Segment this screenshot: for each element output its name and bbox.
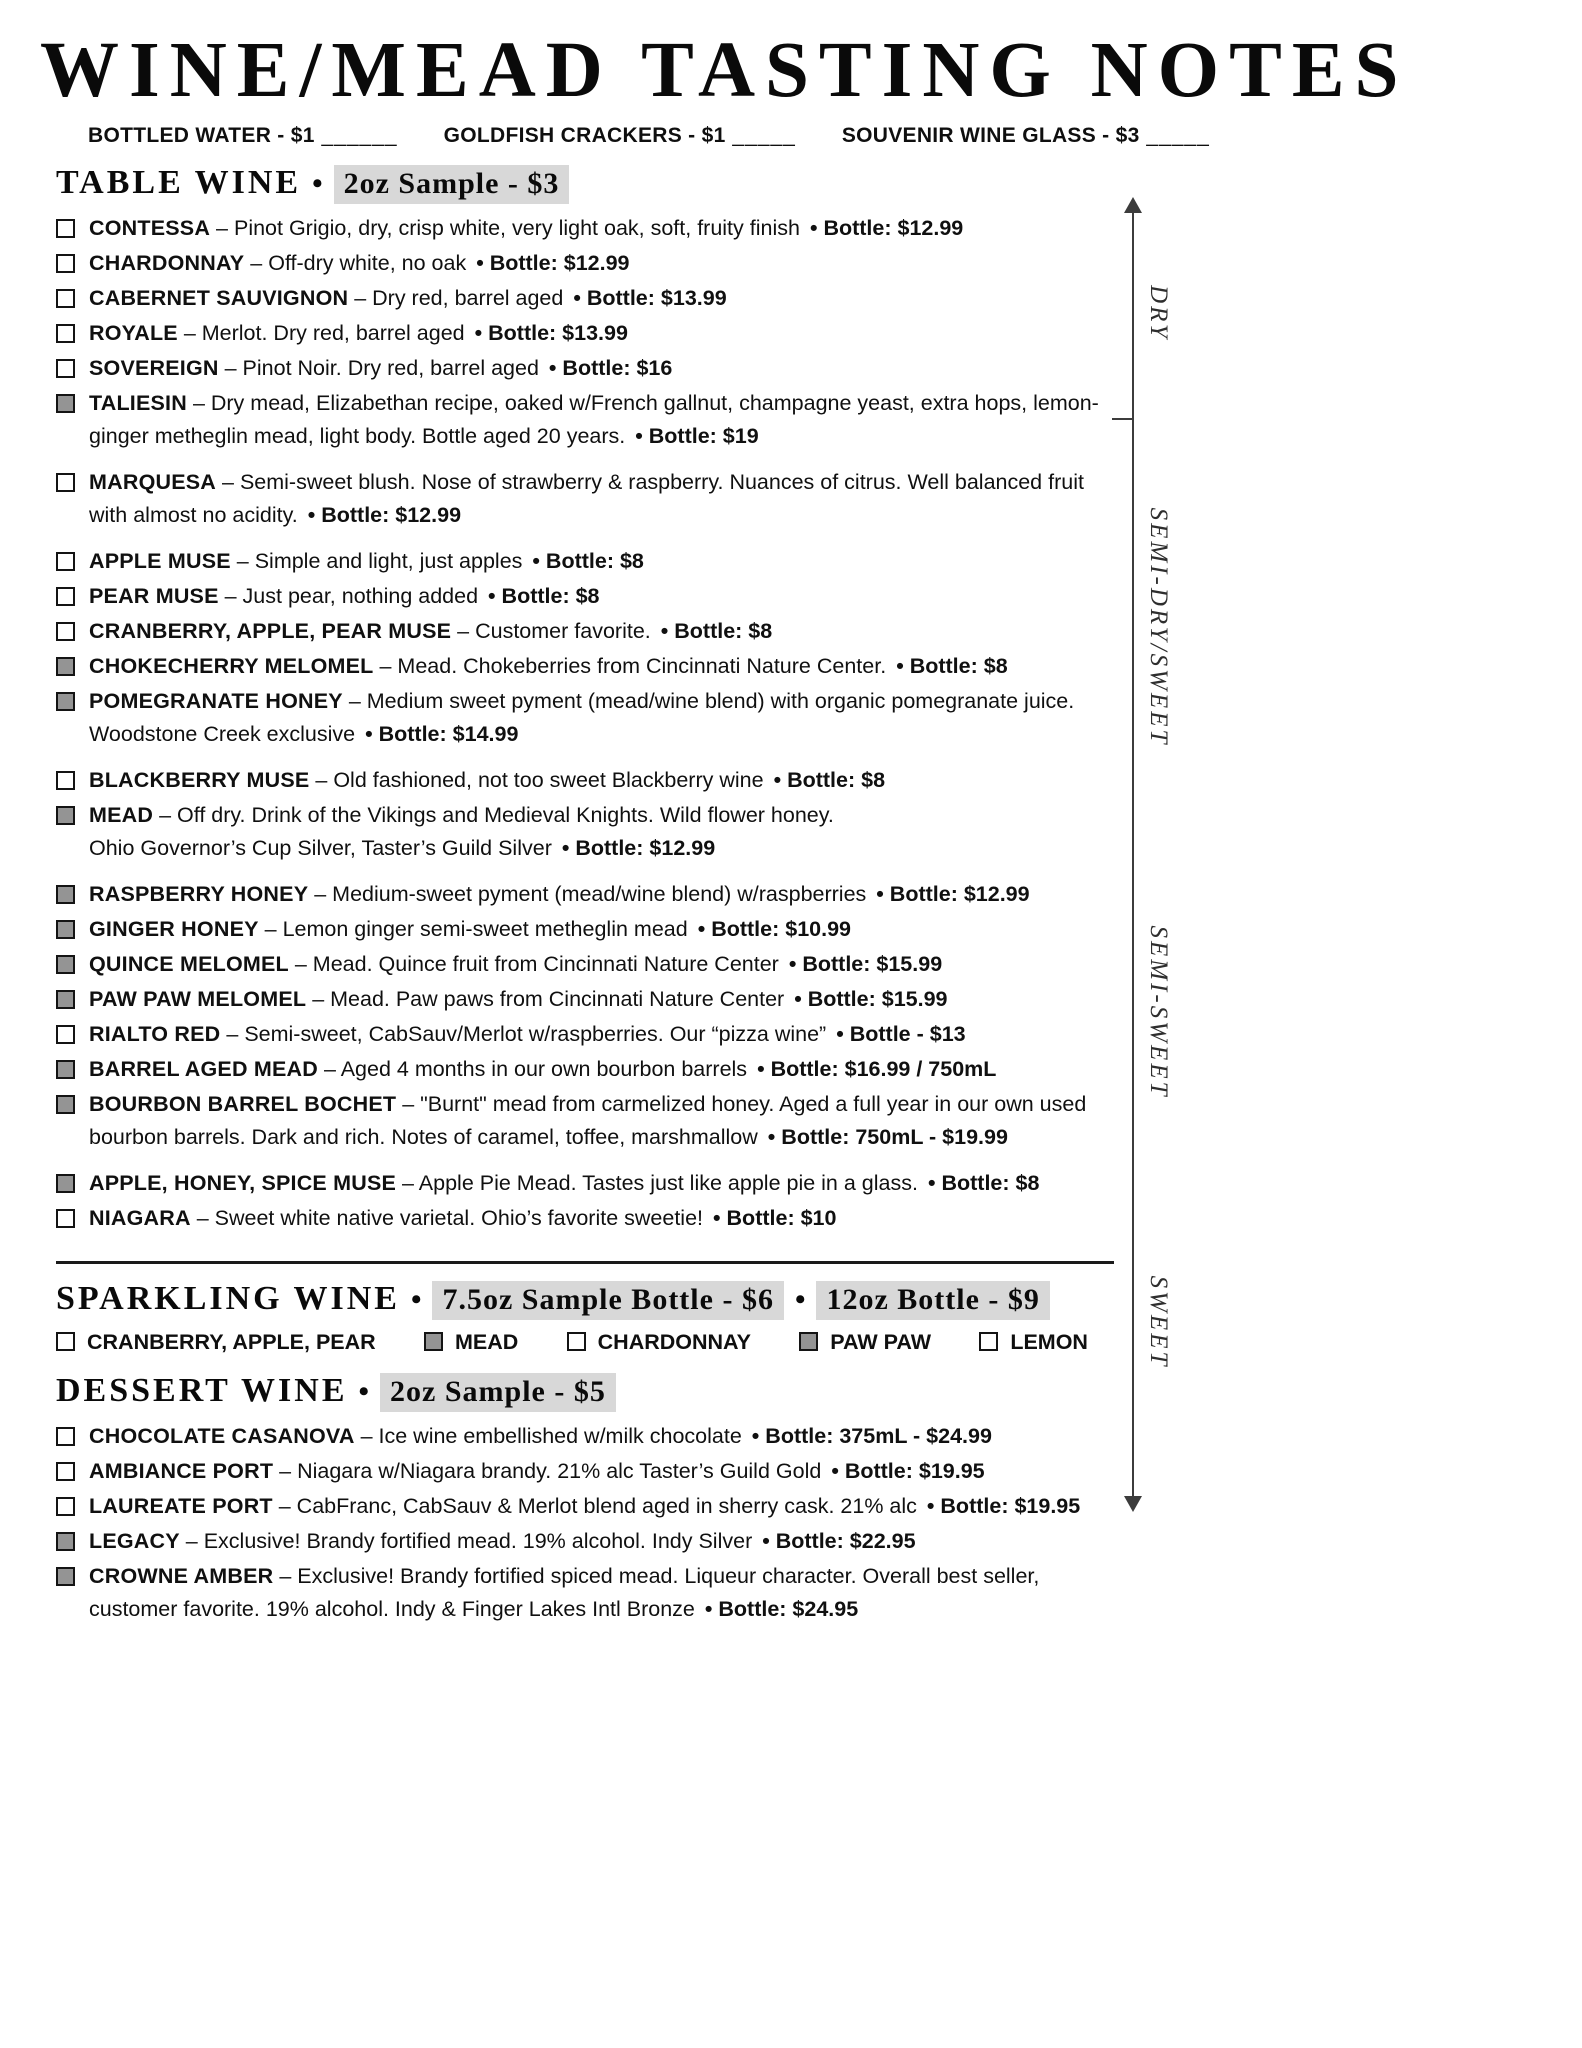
write-in-blank[interactable]: ______ — [314, 124, 398, 147]
item-price: • Bottle: $12.99 — [476, 251, 630, 275]
item-line — [89, 387, 1118, 453]
bullet-separator: • — [410, 1283, 422, 1316]
sparkling-options-row — [56, 1328, 1088, 1356]
extra-label: BOTTLED WATER - $1 — [88, 124, 315, 147]
item-checkbox[interactable] — [56, 692, 75, 711]
item-price: • Bottle: $12.99 — [876, 882, 1030, 906]
item-text — [89, 764, 1118, 797]
section-title: SPARKLING WINE — [56, 1280, 400, 1317]
section-heading-row — [56, 1280, 1118, 1318]
item-description: – Just pear, nothing added — [224, 584, 479, 608]
item-name: MEAD — [89, 803, 154, 827]
option-name: CRANBERRY, APPLE, PEAR — [87, 1330, 376, 1354]
item-price: • Bottle: $24.95 — [704, 1597, 859, 1621]
item-price: • Bottle: $8 — [927, 1171, 1040, 1195]
item-price: • Bottle: $16.99 / 750mL — [757, 1057, 997, 1081]
item-description: – Pinot Grigio, dry, crisp white, very light oak, soft, fruity finish — [216, 216, 800, 240]
item-checkbox[interactable] — [56, 771, 75, 790]
item-checkbox[interactable] — [56, 1462, 75, 1481]
sample-price: 2oz Sample - $3 — [334, 165, 570, 204]
item-line — [89, 1455, 1118, 1488]
item-description: – Ice wine embellished w/milk chocolate — [360, 1424, 742, 1448]
extra-item — [88, 124, 398, 148]
item-line-2 — [89, 718, 1118, 751]
item-price: • Bottle: $8 — [896, 654, 1008, 678]
item-name: GINGER HONEY — [89, 917, 259, 941]
scale-label-sweet: SWEET — [1145, 1275, 1172, 1369]
item-checkbox[interactable] — [56, 1209, 75, 1228]
menu-item — [56, 913, 1118, 946]
item-price: • Bottle: $12.99 — [307, 503, 462, 527]
item-line — [89, 352, 1118, 385]
item-checkbox[interactable] — [56, 552, 75, 571]
menu-item — [56, 1420, 1118, 1453]
sparkling-option — [799, 1328, 931, 1356]
item-price: • Bottle: $8 — [660, 619, 773, 643]
scale-label-semi-sweet: SEMI-SWEET — [1145, 925, 1172, 1099]
extra-label: GOLDFISH CRACKERS - $1 — [443, 124, 726, 147]
item-name: TALIESIN — [89, 391, 187, 415]
item-name: CHARDONNAY — [89, 251, 245, 275]
item-line — [89, 1490, 1118, 1523]
item-name: CROWNE AMBER — [89, 1564, 274, 1588]
item-checkbox[interactable] — [56, 1095, 75, 1114]
item-line — [89, 545, 1118, 578]
item-checkbox[interactable] — [567, 1332, 586, 1351]
item-line — [89, 317, 1118, 350]
item-description: – Mead. Paw paws from Cincinnati Nature Center — [312, 987, 785, 1011]
item-checkbox[interactable] — [56, 1332, 75, 1351]
item-text — [89, 1420, 1118, 1453]
item-description: – Exclusive! Brandy fortified spiced mead. Liqueur character. Overall best seller, customer favorite. 19% alcohol. Indy & Finger Lakes Intl Bronze — [89, 1564, 1040, 1621]
item-price: • Bottle: $13.99 — [474, 321, 628, 345]
item-description: – Apple Pie Mead. Tastes just like apple pie in a glass. — [402, 1171, 918, 1195]
menu-item — [56, 1053, 1118, 1086]
item-name: CRANBERRY, APPLE, PEAR MUSE — [89, 619, 452, 643]
item-description: – Off-dry white, no oak — [250, 251, 467, 275]
sections — [56, 164, 1118, 1626]
menu-item — [56, 799, 1118, 865]
item-line — [89, 1018, 1118, 1051]
item-name: CHOKECHERRY MELOMEL — [89, 654, 374, 678]
item-checkbox[interactable] — [979, 1332, 998, 1351]
item-checkbox[interactable] — [56, 324, 75, 343]
item-name: CONTESSA — [89, 216, 211, 240]
item-description: – Semi-sweet, CabSauv/Merlot w/raspberries. Our “pizza wine” — [226, 1022, 827, 1046]
item-description: – Old fashioned, not too sweet Blackberry wine — [315, 768, 764, 792]
section-heading-row — [56, 164, 1118, 202]
item-price: • Bottle - $13 — [836, 1022, 966, 1046]
item-line — [89, 685, 1118, 718]
item-description: – Sweet white native varietal. Ohio’s favorite sweetie! — [196, 1206, 704, 1230]
item-text — [89, 1560, 1118, 1626]
bullet-separator: • — [794, 1283, 806, 1316]
sample-price: 12oz Bottle - $9 — [816, 1281, 1049, 1320]
item-text — [89, 1088, 1118, 1154]
item-checkbox[interactable] — [56, 955, 75, 974]
item-name: MARQUESA — [89, 470, 217, 494]
item-description: – Mead. Chokeberries from Cincinnati Nature Center. — [379, 654, 887, 678]
item-name: ROYALE — [89, 321, 178, 345]
item-line — [89, 948, 1118, 981]
item-checkbox[interactable] — [56, 990, 75, 1009]
item-line — [89, 799, 1118, 832]
item-checkbox[interactable] — [56, 473, 75, 492]
item-checkbox[interactable] — [56, 1567, 75, 1586]
item-price: • Bottle: $13.99 — [573, 286, 727, 310]
menu-item — [56, 545, 1118, 578]
sparkling-option — [56, 1328, 376, 1356]
item-name: APPLE MUSE — [89, 549, 231, 573]
scale-tick — [1112, 418, 1134, 420]
item-name: LAUREATE PORT — [89, 1494, 273, 1518]
item-checkbox[interactable] — [56, 1060, 75, 1079]
item-checkbox[interactable] — [799, 1332, 818, 1351]
item-checkbox[interactable] — [56, 289, 75, 308]
menu-item — [56, 466, 1118, 532]
item-name: CHOCOLATE CASANOVA — [89, 1424, 355, 1448]
item-price: • Bottle: $15.99 — [788, 952, 943, 976]
item-text — [89, 1018, 1118, 1051]
sparkling-option — [979, 1328, 1088, 1356]
item-checkbox[interactable] — [56, 1025, 75, 1044]
extra-item — [444, 124, 796, 148]
bullet-separator: • — [312, 167, 323, 200]
scale-label-dry: DRY — [1145, 285, 1172, 341]
item-description: – Exclusive! Brandy fortified mead. 19% alcohol. Indy Silver — [185, 1529, 753, 1553]
menu-item — [56, 615, 1118, 648]
item-name: BARREL AGED MEAD — [89, 1057, 318, 1081]
menu-item — [56, 983, 1118, 1016]
item-text — [89, 1202, 1118, 1235]
menu-item — [56, 1490, 1118, 1523]
menu-item — [56, 580, 1118, 613]
item-name: BOURBON BARREL BOCHET — [89, 1092, 397, 1116]
section-dessert-wine — [56, 1372, 1118, 1626]
item-description: – CabFranc, CabSauv & Merlot blend aged in sherry cask. 21% alc — [278, 1494, 917, 1518]
section-title: TABLE WINE — [56, 164, 302, 201]
menu-item — [56, 1167, 1118, 1200]
menu-item — [56, 212, 1118, 245]
bullet-separator: • — [358, 1375, 370, 1408]
item-checkbox[interactable] — [56, 394, 75, 413]
item-name: SOVEREIGN — [89, 356, 219, 380]
menu-item — [56, 247, 1118, 280]
item-text — [89, 799, 1118, 865]
item-name: LEGACY — [89, 1529, 180, 1553]
extras-row — [88, 124, 1582, 148]
menu-item — [56, 1018, 1118, 1051]
option-name: LEMON — [1010, 1330, 1088, 1354]
item-line — [89, 1053, 1118, 1086]
item-text — [89, 1053, 1118, 1086]
item-name: PAW PAW MELOMEL — [89, 987, 307, 1011]
item-checkbox[interactable] — [56, 1427, 75, 1446]
item-text — [89, 317, 1118, 350]
item-description: – "Burnt" mead from carmelized honey. Aged a full year in our own used bourbon barrels. Dark and rich. Notes of caramel, toffee, marshmallow — [89, 1092, 1087, 1149]
item-text — [89, 1525, 1118, 1558]
menu-item — [56, 387, 1118, 453]
option-name: MEAD — [455, 1330, 519, 1354]
section-sparkling-wine — [56, 1280, 1118, 1356]
item-text — [89, 983, 1118, 1016]
item-checkbox[interactable] — [56, 1174, 75, 1193]
item-line — [89, 913, 1118, 946]
item-line — [89, 764, 1118, 797]
item-text — [89, 545, 1118, 578]
item-list — [56, 1420, 1118, 1626]
item-price: • Bottle: $19 — [635, 424, 759, 448]
item-text — [89, 1167, 1118, 1200]
item-description: – Lemon ginger semi-sweet metheglin mead — [264, 917, 688, 941]
item-name: POMEGRANATE HONEY — [89, 689, 343, 713]
page-title: WINE/MEAD TASTING NOTES — [40, 27, 1409, 114]
item-price: • Bottle: $12.99 — [809, 216, 964, 240]
sample-price: 2oz Sample - $5 — [380, 1373, 616, 1412]
item-checkbox[interactable] — [56, 622, 75, 641]
menu-item — [56, 1525, 1118, 1558]
item-description: – Merlot. Dry red, barrel aged — [183, 321, 465, 345]
item-list — [56, 212, 1118, 1235]
item-checkbox[interactable] — [56, 254, 75, 273]
item-description: – Niagara w/Niagara brandy. 21% alc Taster’s Guild Gold — [279, 1459, 822, 1483]
item-checkbox[interactable] — [56, 806, 75, 825]
write-in-blank[interactable]: _____ — [1139, 124, 1210, 147]
item-text — [89, 212, 1118, 245]
item-price: • Bottle: $12.99 — [561, 836, 716, 860]
menu-item — [56, 948, 1118, 981]
option-name: CHARDONNAY — [597, 1330, 751, 1354]
item-checkbox[interactable] — [56, 920, 75, 939]
menu-item — [56, 1088, 1118, 1154]
item-price: • Bottle: $19.95 — [926, 1494, 1081, 1518]
item-checkbox[interactable] — [56, 657, 75, 676]
item-description-2: Ohio Governor’s Cup Silver, Taster’s Guild Silver — [89, 836, 552, 860]
item-line-2 — [89, 832, 1118, 865]
extra-label: SOUVENIR WINE GLASS - $3 — [841, 124, 1140, 147]
item-price: • Bottle: $19.95 — [831, 1459, 985, 1483]
write-in-blank[interactable]: _____ — [725, 124, 796, 147]
item-price: • Bottle: $8 — [488, 584, 600, 608]
item-name: BLACKBERRY MUSE — [89, 768, 310, 792]
item-line — [89, 650, 1118, 683]
section-table-wine — [56, 164, 1118, 1235]
item-name: QUINCE MELOMEL — [89, 952, 289, 976]
item-line — [89, 247, 1118, 280]
item-price: • Bottle: 750mL - $19.99 — [767, 1125, 1008, 1149]
item-text — [89, 878, 1118, 911]
sample-price: 7.5oz Sample Bottle - $6 — [432, 1281, 783, 1320]
item-checkbox[interactable] — [56, 359, 75, 378]
item-line — [89, 580, 1118, 613]
item-line — [89, 1560, 1118, 1626]
section-heading-row — [56, 1372, 1118, 1410]
item-line — [89, 1202, 1118, 1235]
item-checkbox[interactable] — [56, 219, 75, 238]
item-checkbox[interactable] — [56, 587, 75, 606]
item-line — [89, 615, 1118, 648]
item-description: – Customer favorite. — [457, 619, 651, 643]
item-name: CABERNET SAUVIGNON — [89, 286, 349, 310]
menu-item — [56, 1455, 1118, 1488]
item-price: • Bottle: $10.99 — [697, 917, 852, 941]
item-price: • Bottle: $8 — [773, 768, 886, 792]
item-text — [89, 615, 1118, 648]
item-description: – Semi-sweet blush. Nose of strawberry & raspberry. Nuances of citrus. Well balanced fruit with almost no acidity. — [89, 470, 1084, 527]
item-name: RASPBERRY HONEY — [89, 882, 309, 906]
item-description: – Medium sweet pyment (mead/wine blend) with organic pomegranate juice. — [348, 689, 1075, 713]
section-divider — [56, 1261, 1114, 1264]
item-price: • Bottle: 375mL - $24.99 — [751, 1424, 992, 1448]
item-name: NIAGARA — [89, 1206, 191, 1230]
item-line — [89, 1525, 1118, 1558]
item-description: – Off dry. Drink of the Vikings and Medieval Knights. Wild flower honey. — [159, 803, 834, 827]
item-checkbox[interactable] — [56, 1497, 75, 1516]
item-description: – Dry mead, Elizabethan recipe, oaked w/French gallnut, champagne yeast, extra hops, lemon-ginger metheglin mead, light body. Bottle aged 20 years. — [89, 391, 1099, 448]
item-text — [89, 352, 1118, 385]
item-name: AMBIANCE PORT — [89, 1459, 274, 1483]
arrow-down-icon — [1124, 1496, 1142, 1512]
item-line — [89, 282, 1118, 315]
menu-item — [56, 317, 1118, 350]
item-description: – Dry red, barrel aged — [354, 286, 564, 310]
menu-item — [56, 650, 1118, 683]
sweetness-scale — [1120, 197, 1190, 1512]
item-line — [89, 466, 1118, 532]
item-checkbox[interactable] — [56, 885, 75, 904]
item-line — [89, 1088, 1118, 1154]
item-text — [89, 580, 1118, 613]
sparkling-option — [567, 1328, 751, 1356]
item-description: – Medium-sweet pyment (mead/wine blend) w/raspberries — [314, 882, 867, 906]
item-line — [89, 212, 1118, 245]
extra-item — [842, 124, 1210, 148]
scale-axis-line — [1132, 210, 1134, 1499]
item-description: – Pinot Noir. Dry red, barrel aged — [224, 356, 539, 380]
item-name: APPLE, HONEY, SPICE MUSE — [89, 1171, 397, 1195]
option-name: PAW PAW — [830, 1330, 931, 1354]
menu-item — [56, 764, 1118, 797]
item-text — [89, 1490, 1118, 1523]
item-line — [89, 1420, 1118, 1453]
item-text — [89, 466, 1118, 532]
item-price: • Bottle: $22.95 — [762, 1529, 916, 1553]
item-text — [89, 650, 1118, 683]
item-checkbox[interactable] — [424, 1332, 443, 1351]
item-text — [89, 247, 1118, 280]
item-description: – Aged 4 months in our own bourbon barrels — [323, 1057, 748, 1081]
item-text — [89, 948, 1118, 981]
item-price: • Bottle: $15.99 — [794, 987, 948, 1011]
item-text — [89, 387, 1118, 453]
item-text — [89, 1455, 1118, 1488]
item-line — [89, 983, 1118, 1016]
item-text — [89, 913, 1118, 946]
menu-item — [56, 282, 1118, 315]
item-name: RIALTO RED — [89, 1022, 221, 1046]
item-price: • Bottle: $14.99 — [365, 722, 519, 746]
item-line — [89, 878, 1118, 911]
menu-item — [56, 685, 1118, 751]
item-price: • Bottle: $16 — [548, 356, 673, 380]
menu-item — [56, 1560, 1118, 1626]
item-description: – Mead. Quince fruit from Cincinnati Nature Center — [294, 952, 779, 976]
item-text — [89, 282, 1118, 315]
section-title: DESSERT WINE — [56, 1372, 348, 1409]
scale-label-semi-dry-sweet: SEMI-DRY/SWEET — [1145, 507, 1172, 747]
sparkling-option — [424, 1328, 518, 1356]
item-price: • Bottle: $10 — [713, 1206, 837, 1230]
menu-item — [56, 878, 1118, 911]
item-line — [89, 1167, 1118, 1200]
item-description-2: Woodstone Creek exclusive — [89, 722, 356, 746]
menu-item — [56, 1202, 1118, 1235]
item-name: PEAR MUSE — [89, 584, 219, 608]
item-checkbox[interactable] — [56, 1532, 75, 1551]
item-price: • Bottle: $8 — [532, 549, 644, 573]
item-text — [89, 685, 1118, 751]
menu-item — [56, 352, 1118, 385]
item-description: – Simple and light, just apples — [236, 549, 523, 573]
